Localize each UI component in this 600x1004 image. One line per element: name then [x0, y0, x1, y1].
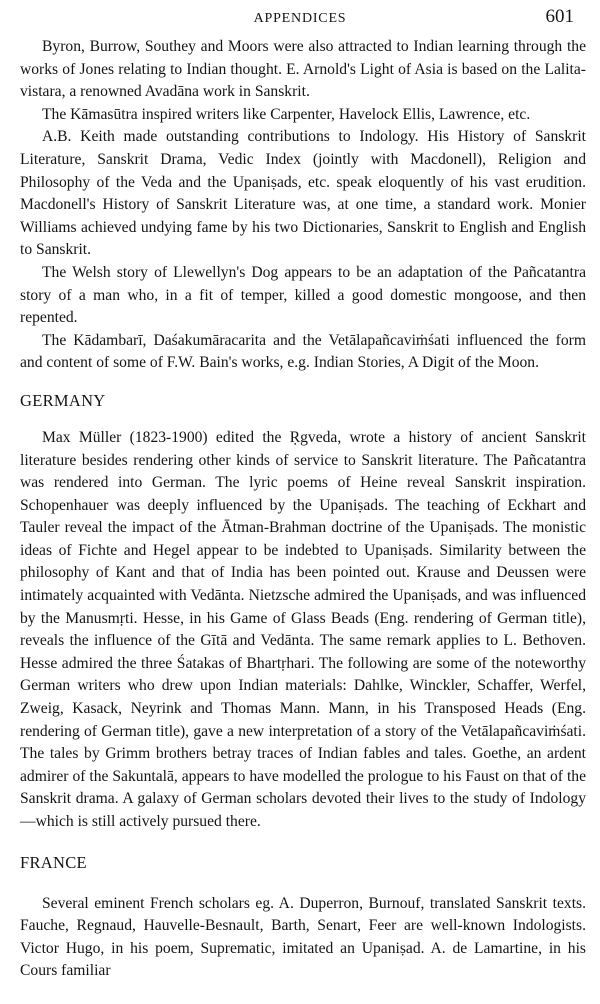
paragraph-byron: Byron, Burrow, Southey and Moors were also attracted to Indian learning through the works of Jones relating to Indian thought. E. Arnold's Light of Asia is based on the Lalita-vistara, a renowned Avadāna work in Sanskrit.: [20, 38, 586, 101]
section-heading-germany: GERMANY: [20, 390, 106, 410]
paragraph-germany: Max Müller (1823-1900) edited the Ṛgveda, wrote a history of ancient Sanskrit literature besides rendering other kinds of service to Sanskrit literature. The Pañcatantra was rendered into German. The lyric poems of Heine reveal Sanskrit inspiration. Schopenhauer was deeply influenced by the Upaniṣads. The teaching of Eckhart and Tauler reveal the impact of the Ātman-Brahman doctrine of the Upaniṣads. The monistic ideas of Fichte and Hegel appear to be indebted to Upaniṣads. Similarity between the philosophy of Kant and that of India has been pointed out. Krause and Deussen were intimately acquainted with Vedānta. Nietzsche admired the Upaniṣads, and was influenced by the Manusmṛti. Hesse, in his Game of Glass Beads (Eng. rendering of German title), reveals the influence of the Gītā and Vedānta. The same remark applies to L. Bethoven. Hesse admired the three Śatakas of Bhartṛhari. The following are some of the noteworthy German writers who drew upon Indian materials: Dahlke, Winckler, Schaffer, Werfel, Zweig, Kasack, Neyrink and Thomas Mann. Mann, in his Transposed Heads (Eng. rendering of German title), gave a new interpretation of a story of the Vetālapañcaviṁśati. The tales by Grimm brothers betray traces of Indian fables and tales. Goethe, an ardent admirer of the Sakuntalā, appears to have modelled the prologue to his Faust on that of the Sanskrit drama. A galaxy of German scholars devoted their lives to the study of Indology—which is still actively pursued there.: [20, 428, 586, 830]
paragraph-kadambari: The Kādambarī, Daśakumāracarita and the Vetālapañcaviṁśati influenced the form and content of some of F.W. Bain's works, e.g. Indian Stories, A Digit of the Moon.: [20, 331, 586, 372]
paragraph-kamasutra: The Kāmasūtra inspired writers like Carpenter, Havelock Ellis, Lawrence, etc.: [42, 105, 531, 123]
running-title: APPENDICES: [253, 11, 347, 26]
paragraph-france: Several eminent French scholars eg. A. Duperron, Burnouf, translated Sanskrit texts. Fauche, Regnaud, Hauvelle-Besnault, Barth, Senart, Feer are well-known Indologists. Victor Hugo, in his poem, Suprematic, imitated an Upaniṣad. A. de Lamartine, in his Cours familiar: [20, 894, 586, 980]
page-body: [20, 36, 586, 983]
paragraph-welsh-story: The Welsh story of Llewellyn's Dog appears to be an adaptation of the Pañcatantra story of a man who, in a fit of temper, killed a good domestic mongoose, and then repented.: [20, 263, 586, 327]
section-heading-france: FRANCE: [20, 852, 87, 872]
page-number: 601: [545, 6, 574, 27]
running-head: [20, 6, 580, 30]
paragraph-keith: A.B. Keith made outstanding contributions to Indology. His History of Sanskrit Literature, Sanskrit Drama, Vedic Index (jointly with Macdonell), Religion and Philosophy of the Veda and the Upaniṣads, etc. speak eloquently of his vast erudition. Macdonell's History of Sanskrit Literature was, at one time, a standard work. Monier Williams achieved undying fame by his two Dictionaries, Sanskrit to English and English to Sanskrit.: [20, 128, 586, 259]
